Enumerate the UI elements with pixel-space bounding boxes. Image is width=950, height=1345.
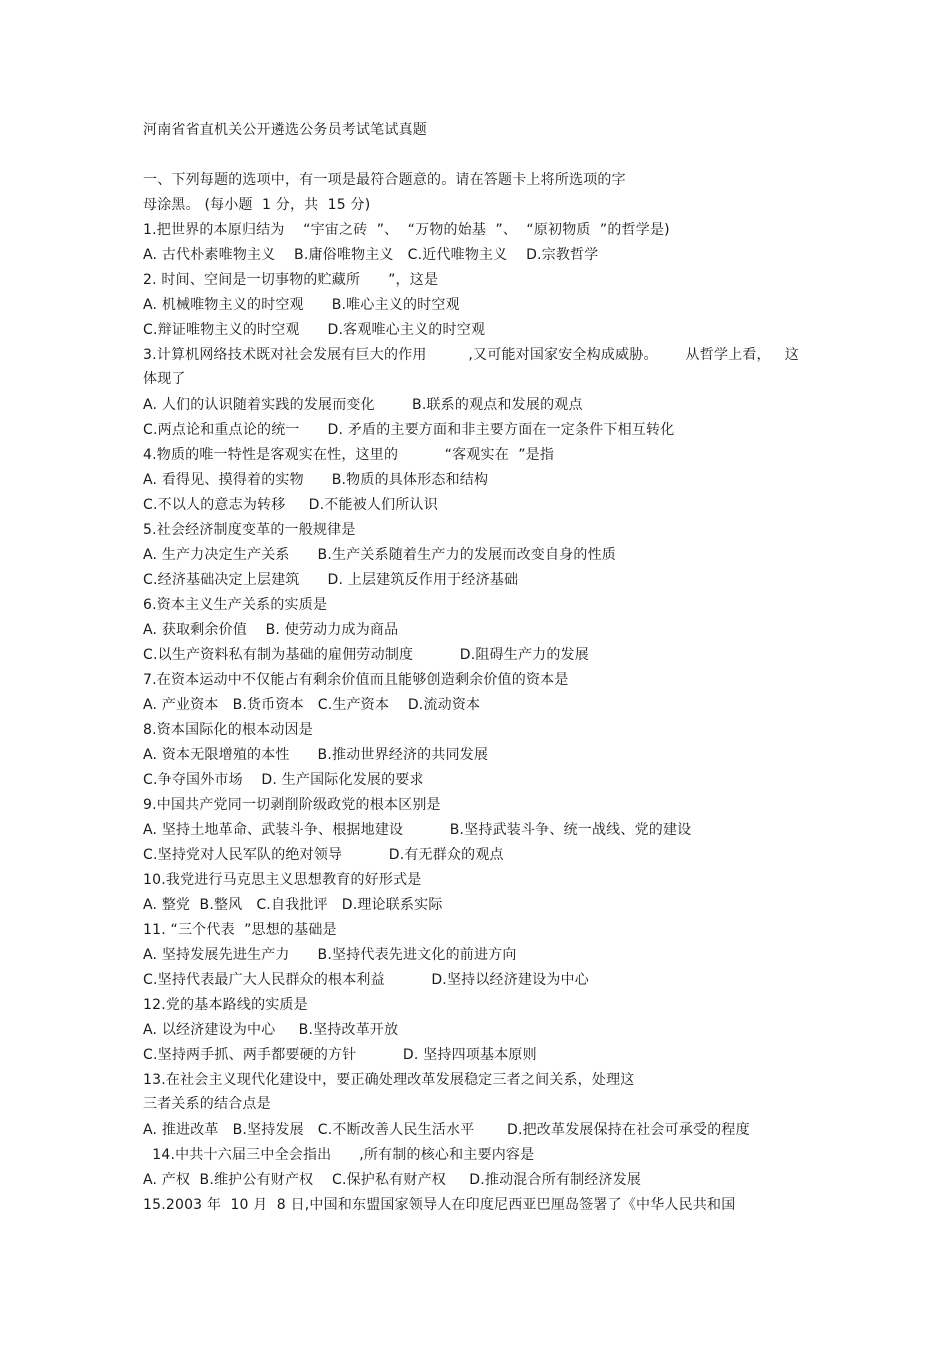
page-title: 河南省省直机关公开遴选公务员考试笔试真题 bbox=[143, 122, 427, 138]
question-4-options-cd: C.不以人的意志为转移 D.不能被人们所认识 bbox=[143, 497, 438, 513]
question-12: 12.党的基本路线的实质是 bbox=[143, 997, 308, 1013]
question-3-options-ab: A. 人们的认识随着实践的发展而变化 B.联系的观点和发展的观点 bbox=[143, 397, 583, 413]
instruction-line-2: 母涂黑。 (每小题 1 分，共 15 分) bbox=[143, 197, 371, 213]
question-11: 11. “三个代表 ”思想的基础是 bbox=[143, 922, 337, 938]
question-3: 3.计算机网络技术既对社会发展有巨大的作用 ,又可能对国家安全构成威胁。 从哲学上看， 这 bbox=[143, 347, 799, 363]
question-6: 6.资本主义生产关系的实质是 bbox=[143, 597, 328, 613]
question-8-options-ab: A. 资本无限增殖的本性 B.推动世界经济的共同发展 bbox=[143, 747, 489, 763]
question-11-options-ab: A. 坚持发展先进生产力 B.坚持代表先进文化的前进方向 bbox=[143, 947, 517, 963]
question-2: 2. 时间、空间是一切事物的贮藏所 ”，这是 bbox=[143, 272, 439, 288]
question-13-options: A. 推进改革 B.坚持发展 C.不断改善人民生活水平 D.把改革发展保持在社会可承受的程度 bbox=[143, 1122, 750, 1138]
question-9: 9.中国共产党同一切剥削阶级政党的根本区别是 bbox=[143, 797, 441, 813]
question-10: 10.我党进行马克思主义思想教育的好形式是 bbox=[143, 872, 422, 888]
question-11-options-cd: C.坚持代表最广大人民群众的根本利益 D.坚持以经济建设为中心 bbox=[143, 972, 589, 988]
question-5-options-ab: A. 生产力决定生产关系 B.生产关系随着生产力的发展而改变自身的性质 bbox=[143, 547, 616, 563]
question-8: 8.资本国际化的根本动因是 bbox=[143, 722, 313, 738]
question-15: 15.2003 年 10 月 8 日,中国和东盟国家领导人在印度尼西亚巴厘岛签署了《中华人民共和国 bbox=[143, 1197, 736, 1213]
question-4: 4.物质的唯一特性是客观实在性，这里的 “客观实在 ”是指 bbox=[143, 447, 555, 463]
question-7: 7.在资本运动中不仅能占有剩余价值而且能够创造剩余价值的资本是 bbox=[143, 672, 569, 688]
question-5-options-cd: C.经济基础决定上层建筑 D. 上层建筑反作用于经济基础 bbox=[143, 572, 519, 588]
question-5: 5.社会经济制度变革的一般规律是 bbox=[143, 522, 356, 538]
question-10-options: A. 整党 B.整风 C.自我批评 D.理论联系实际 bbox=[143, 897, 443, 913]
question-7-options: A. 产业资本 B.货币资本 C.生产资本 D.流动资本 bbox=[143, 697, 481, 713]
question-3-options-cd: C.两点论和重点论的统一 D. 矛盾的主要方面和非主要方面在一定条件下相互转化 bbox=[143, 422, 675, 438]
question-12-options-ab: A. 以经济建设为中心 B.坚持改革开放 bbox=[143, 1022, 399, 1038]
question-8-options-cd: C.争夺国外市场 D. 生产国际化发展的要求 bbox=[143, 772, 424, 788]
question-13: 13.在社会主义现代化建设中，要正确处理改革发展稳定三者之间关系，处理这 bbox=[143, 1072, 635, 1088]
question-4-options-ab: A. 看得见、摸得着的实物 B.物质的具体形态和结构 bbox=[143, 472, 489, 488]
question-6-options-ab: A. 获取剩余价值 B. 使劳动力成为商品 bbox=[143, 622, 399, 638]
instruction-line-1: 一、下列每题的选项中，有一项是最符合题意的。请在答题卡上将所选项的字 bbox=[143, 172, 626, 188]
question-3-cont: 体现了 bbox=[143, 371, 186, 387]
question-9-options-ab: A. 坚持土地革命、武装斗争、根据地建设 B.坚持武装斗争、统一战线、党的建设 bbox=[143, 822, 692, 838]
question-14: 14.中共十六届三中全会指出 ,所有制的核心和主要内容是 bbox=[143, 1147, 535, 1163]
question-1-options: A. 古代朴素唯物主义 B.庸俗唯物主义 C.近代唯物主义 D.宗教哲学 bbox=[143, 247, 599, 263]
question-2-options-cd: C.辩证唯物主义的时空观 D.客观唯心主义的时空观 bbox=[143, 322, 486, 338]
question-12-options-cd: C.坚持两手抓、两手都要硬的方针 D. 坚持四项基本原则 bbox=[143, 1047, 537, 1063]
question-6-options-cd: C.以生产资料私有制为基础的雇佣劳动制度 D.阻碍生产力的发展 bbox=[143, 647, 589, 663]
question-13-cont: 三者关系的结合点是 bbox=[143, 1096, 271, 1112]
question-9-options-cd: C.坚持党对人民军队的绝对领导 D.有无群众的观点 bbox=[143, 847, 504, 863]
question-2-options-ab: A. 机械唯物主义的时空观 B.唯心主义的时空观 bbox=[143, 297, 460, 313]
question-1: 1.把世界的本原归结为 “宇宙之砖 ”、 “万物的始基 ”、 “原初物质 ”的哲学是) bbox=[143, 222, 670, 238]
question-14-options: A. 产权 B.维护公有财产权 C.保护私有财产权 D.推动混合所有制经济发展 bbox=[143, 1172, 642, 1188]
